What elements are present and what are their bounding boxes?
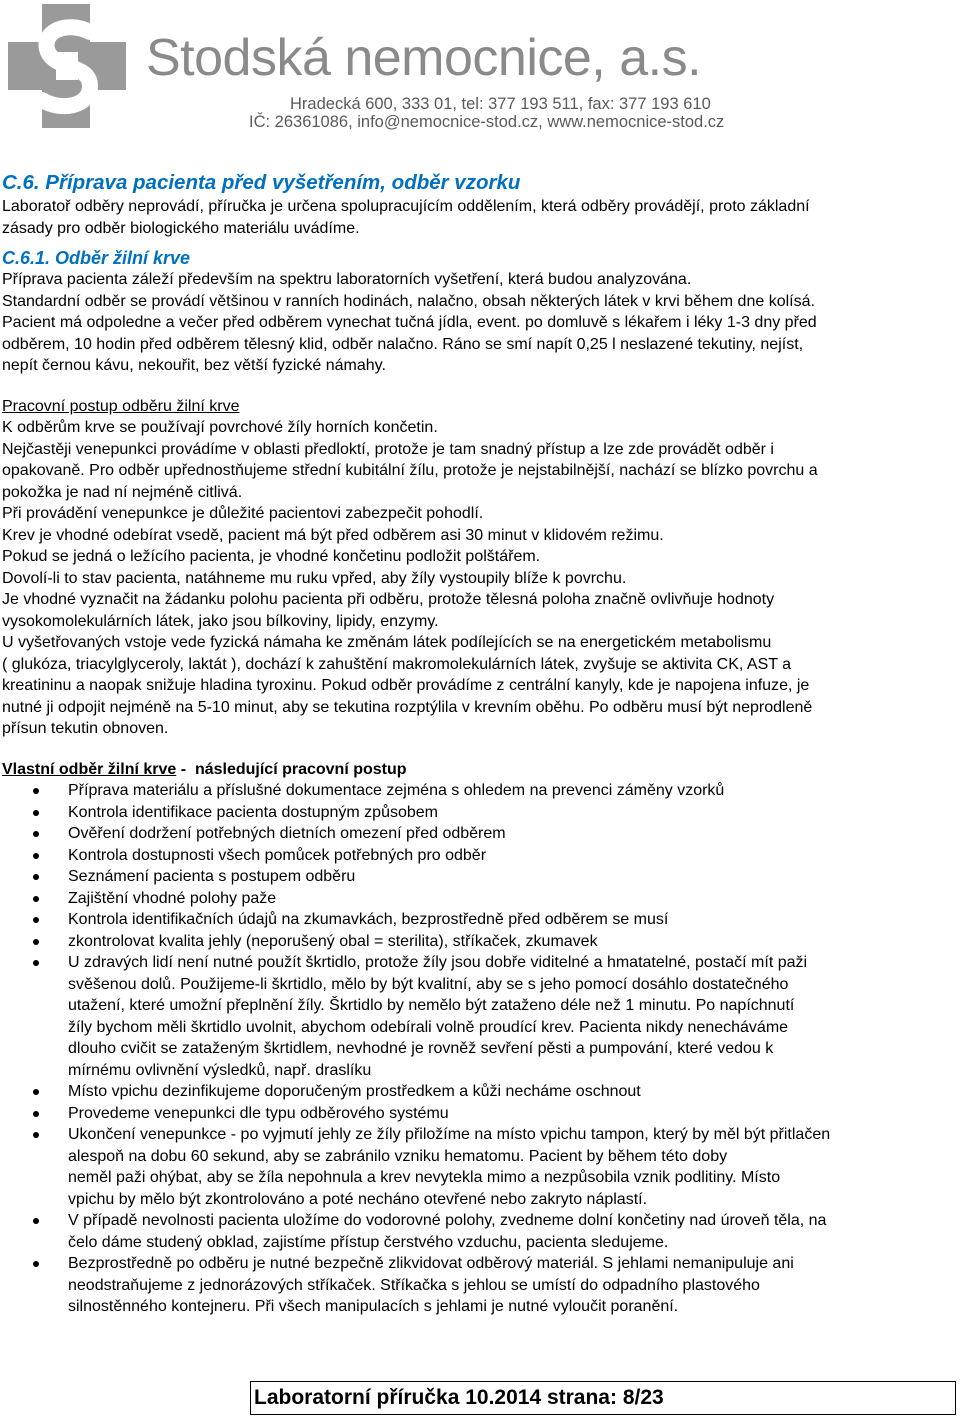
list-item (2, 931, 958, 953)
list-item-line: mírnému ovlivnění výsledků, např. draslíku (68, 1061, 372, 1079)
text-line: odběrem, 10 hodin před odběrem tělesný klid, odběr nalačno. Ráno se smí napít 0,25 l neslazené tekutiny, nejíst, (2, 335, 804, 353)
text-line: Nejčastěji venepunkci provádíme v oblasti předloktí, protože je tam snadný přístup a lze zde provádět odběr i (2, 440, 774, 458)
list-item (2, 1081, 958, 1103)
list-item-line: Kontrola identifikace pacienta dostupným způsobem (68, 803, 438, 821)
list-item-line: Zajištění vhodné polohy paže (68, 889, 277, 907)
section-intro (2, 196, 958, 239)
subsection-title: C.6.1. Odběr žilní krve (2, 248, 191, 268)
text-line: Standardní odběr se provádí většinou v ranních hodinách, nalačno, obsah některých látek v krvi během dne kolísá. (2, 292, 815, 310)
list-item-line: Provedeme venepunkci dle typu odběrového systému (68, 1104, 449, 1122)
hospital-name: Stodská nemocnice, a.s. (146, 29, 702, 87)
steps-title (2, 759, 958, 781)
page-footer: Laboratorní příručka 10.2014 strana: 8/23 (250, 1381, 956, 1415)
list-item (2, 952, 958, 1081)
text-line: opakovaně. Pro odběr upřednostňujeme střední kubitální žílu, protože je nejstabilnější, nachází se blízko povrchu a (2, 462, 818, 479)
text-line: pokožka je nad ní nejméně citlivá. (2, 483, 243, 501)
text-line: U vyšetřovaných vstoje vede fyzická námaha ke změnám látek podílejících se na energetickém metabolismu (2, 634, 772, 651)
list-item-line: Kontrola dostupnosti všech pomůcek potřebných pro odběr (68, 846, 487, 864)
text-line: Příprava pacienta záleží především na spektru laboratorních vyšetření, která budou analyzována. (2, 271, 692, 288)
list-item (2, 1103, 958, 1125)
procedure-title (2, 396, 958, 418)
steps-list (2, 780, 958, 1318)
section-title: C.6. Příprava pacienta před vyšetřením, odběr vzorku (2, 171, 521, 194)
text-line: Krev je vhodné odebírat vsedě, pacient má být před odběrem asi 30 minut v klidovém režimu. (2, 526, 664, 544)
text-line: K odběrům krve se používají povrchové žíly horních končetin. (2, 419, 438, 436)
list-item-line: žíly bychom měli škrtidlo uvolnit, abychom odebírali volně proudící krev. Pacienta nikdy nenecháváme (68, 1018, 789, 1036)
list-item-line: U zdravých lidí není nutné použít škrtidlo, protože žíly jsou dobře viditelné a hmatatelné, postačí mít paži (68, 954, 808, 971)
list-item-line: zkontrolovat kvalita jehly (neporušený obal = sterilita), stříkaček, zkumavek (68, 932, 598, 950)
list-item-line: svěšenou dolů. Použijeme-li škrtidlo, mělo by být kvalitní, aby se s jeho pomocí dosáhlo dostatečného (68, 975, 789, 993)
list-item-line: Seznámení pacienta s postupem odběru (68, 868, 356, 885)
list-item-line: Bezprostředně po odběru je nutné bezpečně zlikvidovat odběrový materiál. S jehlami nemanipuluje ani (68, 1255, 794, 1272)
text-line: kreatininu a naopak snižuje hladina tyroxinu. Pokud odběr provádíme z centrální kanyly, kde je napojena infuze, je (2, 677, 810, 694)
text-line: Laboratoř odběry neprovádí, příručka je určena spolupracujícím oddělením, která odběry provádějí, proto základní (2, 198, 810, 215)
list-item-line: Příprava materiálu a příslušné dokumentace zejména s ohledem na prevenci záměny vzorků (68, 782, 725, 799)
address-line-2: IČ: 26361086, info@nemocnice-stod.cz, www.nemocnice-stod.cz (249, 113, 725, 131)
list-item-line: neodstraňujeme z jednorázových stříkaček. Stříkačka s jehlou se umístí do odpadního plastového (68, 1276, 760, 1294)
list-item (2, 1253, 958, 1318)
list-item (2, 845, 958, 867)
document-header (0, 0, 960, 140)
document-body (2, 170, 958, 1318)
hospital-cross-s-logo-icon (6, 2, 130, 130)
list-item (2, 866, 958, 888)
list-item-line: silnostěnného kontejneru. Při všech manipulacích s jehlami je nutné vyloučit poranění. (68, 1298, 679, 1315)
list-item (2, 780, 958, 802)
text-line: Dovolí-li to stav pacienta, natáhneme mu ruku vpřed, aby žíly vystoupily blíže k povrchu. (2, 569, 627, 587)
list-item-line: V případě nevolnosti pacienta uložíme do vodorovné polohy, zvedneme dolní končetiny nad úroveň těla, na (68, 1212, 827, 1229)
subsection-text (2, 269, 958, 377)
procedure-title-text: Pracovní postup odběru žilní krve (2, 397, 240, 415)
list-item (2, 1124, 958, 1210)
list-item-line: alespoň na dobu 60 sekund, aby se zabránilo vzniku hematomu. Pacient by během této doby (68, 1147, 728, 1165)
list-item (2, 1210, 958, 1253)
text-line: Při provádění venepunkce je důležité pacientovi zabezpečit pohodlí. (2, 505, 484, 522)
text-line: nutné ji odpojit nejméně na 5-10 minut, aby se tekutina rozptýlila v krevním oběhu. Po odběru musí být neprodleně (2, 698, 813, 716)
list-item-line: čelo dáme studený obklad, zajistíme přístup čerstvého vzduchu, pacienta sledujeme. (68, 1233, 669, 1251)
list-item-line: Ukončení venepunkce - po vyjmutí jehly ze žíly přiložíme na místo vpichu tampon, který by měl být přitlačen (68, 1126, 831, 1143)
list-item (2, 802, 958, 824)
text-line: Pokud se jedná o ležícího pacienta, je vhodné končetinu podložit polštářem. (2, 548, 541, 565)
list-item (2, 888, 958, 910)
text-line: přísun tekutin obnoven. (2, 720, 169, 737)
list-item-line: Kontrola identifikačních údajů na zkumavkách, bezprostředně před odběrem se musí (68, 911, 669, 928)
address-line-1: Hradecká 600, 333 01, tel: 377 193 511, fax: 377 193 610 (290, 95, 711, 113)
steps-title-rest: - následující pracovní postup (176, 760, 407, 778)
list-item-line: neměl paži ohýbat, aby se žíla nepohnula a krev nevytekla mimo a nezpůsobila vznik podlitiny. Místo (68, 1169, 781, 1186)
text-line: nepít černou kávu, nekouřit, bez větší fyzické námahy. (2, 357, 386, 374)
list-item-line: utažení, které umožní přeplnění žíly. Škrtidlo by nemělo být zataženo déle než 1 minutu. Po napíchnutí (68, 997, 795, 1014)
list-item-line: Místo vpichu dezinfikujeme doporučeným prostředkem a kůži necháme oschnout (68, 1083, 641, 1100)
list-item-line: Ověření dodržení potřebných dietních omezení před odběrem (68, 825, 506, 842)
list-item (2, 909, 958, 931)
steps-title-underlined: Vlastní odběr žilní krve (2, 760, 177, 778)
text-line: Je vhodné vyznačit na žádanku polohu pacienta při odběru, protože tělesná poloha značně ovlivňuje hodnoty (2, 591, 775, 608)
list-item-line: dlouho cvičit se zataženým škrtidlem, nevhodné je rovněž sevření pěsti a pumpování, které vedou k (68, 1040, 774, 1057)
text-line: zásady pro odběr biologického materiálu uvádíme. (2, 219, 360, 237)
text-line: vysokomolekulárních látek, jako jsou bílkoviny, lipidy, enzymy. (2, 612, 439, 630)
list-item-line: vpichu by mělo být zkontrolováno a poté necháno otevřené nebo zakryto náplastí. (68, 1190, 648, 1208)
text-line: Pacient má odpoledne a večer před odběrem vynechat tučná jídla, event. po domluvě s lékařem i léky 1-3 dny před (2, 314, 817, 331)
procedure-text (2, 417, 958, 740)
text-line: ( glukóza, triacylglyceroly, laktát ), dochází k zahuštění makromolekulárních látek, zvyšuje se aktivita CK, AST a (2, 655, 792, 673)
list-item (2, 823, 958, 845)
